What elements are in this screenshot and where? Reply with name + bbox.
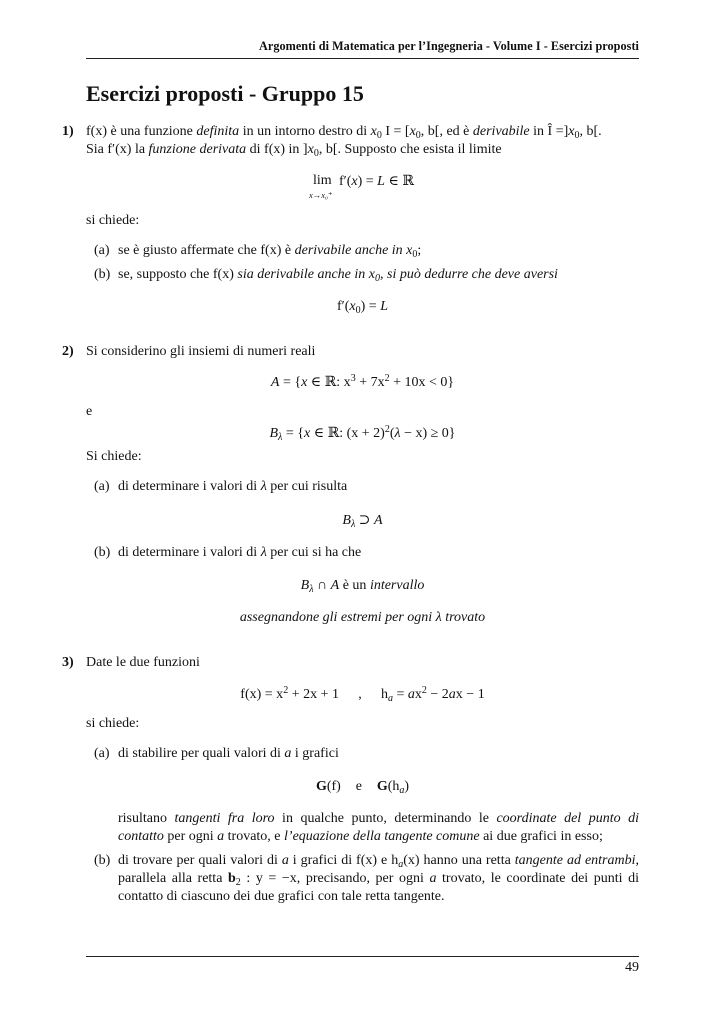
exercise-1-line-1: f(x) è una funzione definita in un intorno destro di $x_0$ $I = [x_0$, b[, ed è derivabile in Î $=]x_0$, b[. (86, 124, 602, 141)
exercise-3-item-b-line-3: contatto di ciascuno dei due grafici con tale retta tangente. (118, 889, 445, 904)
functions-definition: $f(x) = x^2 + 2x + 1$ , $h_a = ax^2 - 2ax - 1$ (240, 685, 485, 704)
relation-b-contains-a: $B_\lambda$ ⊃ A (342, 513, 383, 530)
exercise-2-item-a-label: (a) (94, 479, 110, 494)
page-number: 49 (625, 960, 639, 975)
exercise-3-item-a: di stabilire per quali valori di a i grafici (118, 746, 339, 761)
exercise-2-and: e (86, 404, 93, 419)
graphs-formula: G(f) e $G(h_a)$ (315, 779, 410, 796)
exercise-1-item-a-label: (a) (94, 243, 110, 258)
exercise-1-line-2: Sia f′(x) la funzione derivata di f(x) in ]$x_0$, b[. Supposto che esista il limite (86, 142, 502, 159)
limit-formula (309, 173, 419, 203)
limit-expression: f′(x) = L ∈ ℝ (339, 174, 414, 189)
section-title: Esercizi proposti - Gruppo 15 (86, 81, 364, 106)
exercise-3-item-a-paragraph-line-2: contatto per ogni a trovato, e l’equazione della tangente comune ai due grafici in esso; (118, 829, 603, 844)
exercise-3-intro: Date le due funzioni (86, 655, 200, 670)
exercise-3-item-b-line-2: parallela alla retta $b_2$ : y = −x, precisando, per ogni a trovato, le coordinate dei punti di (118, 871, 639, 888)
header-rule (86, 58, 639, 59)
footer-rule (86, 956, 639, 957)
exercise-2-number: 2) (62, 344, 74, 359)
exercise-2-item-a: di determinare i valori di λ per cui risulta (118, 479, 348, 494)
exercise-1-number: 1) (62, 124, 74, 139)
exercise-1-asks: si chiede: (86, 213, 140, 228)
exercise-2-item-b: di determinare i valori di λ per cui si ha che (118, 545, 362, 560)
exercise-2-asks: Si chiede: (86, 449, 142, 464)
set-b-definition: $B_\lambda = \{x$ ∈ ℝ: $(x + 2)^2(\lambda - x) \ge 0$} (269, 424, 456, 443)
exercise-3-number: 3) (62, 655, 74, 670)
exercise-3-asks: si chiede: (86, 716, 140, 731)
exercise-1-item-b: se, supposto che f(x) sia derivabile anche in $x_0$, si può dedurre che deve aversi (118, 267, 558, 284)
exercise-2-intro: Si considerino gli insiemi di numeri reali (86, 344, 316, 359)
exercise-3-item-b-label: (b) (94, 853, 111, 868)
exercise-1-item-a: se è giusto affermate che f(x) è derivabile anche in $x_0$; (118, 243, 422, 260)
exercise-3-item-a-paragraph-line-1: risultano tangenti fra loro in qualche punto, determinando le coordinate del punto di (118, 811, 639, 826)
exercise-1-formula: $f'(x_0) = L$ (337, 299, 388, 316)
relation-intersection: $B_\lambda$ ∩ A è un intervallo (300, 578, 425, 595)
set-a-definition: A = {x ∈ ℝ: $x^3 + 7x^2 + 10x < 0$} (270, 373, 455, 390)
running-header: Argomenti di Matematica per l’Ingegneria - Volume I - Esercizi proposti (259, 39, 639, 53)
exercise-2-item-b-label: (b) (94, 545, 111, 560)
exercise-3-item-b-line-1: di trovare per quali valori di a i grafici di f(x) e $h_a(x)$ hanno una retta tangente ad entrambi, (118, 853, 640, 870)
exercise-1-item-b-label: (b) (94, 267, 111, 282)
limit-operator: lim (313, 173, 332, 188)
limit-subscript: x→x₀⁺ (309, 190, 333, 200)
exercise-3-item-a-label: (a) (94, 746, 110, 761)
relation-note: assegnandone gli estremi per ogni λ trovato (239, 610, 486, 625)
